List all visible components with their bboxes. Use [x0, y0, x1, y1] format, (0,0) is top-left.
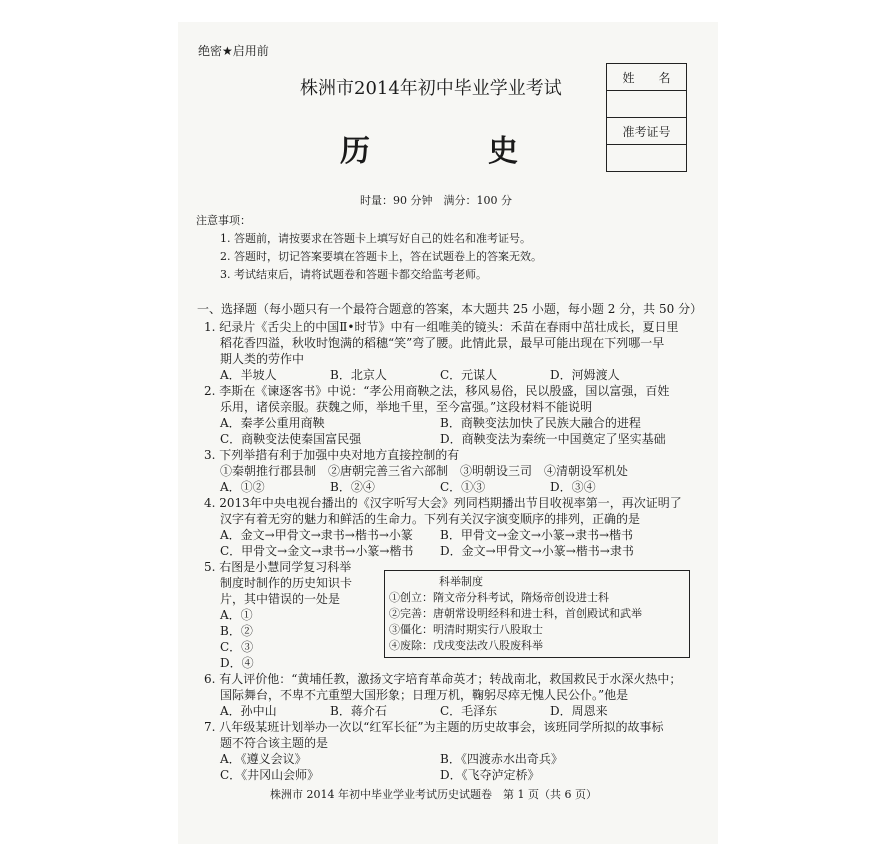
option-b: B．北京人	[330, 368, 387, 382]
name-label: 姓 名	[607, 64, 687, 91]
name-field	[607, 91, 687, 118]
option-d: D．《飞夺泸定桥》	[440, 768, 540, 782]
option-d: D．商鞅变法为秦统一中国奠定了坚实基础	[440, 432, 666, 446]
option-c: C．元谋人	[440, 368, 498, 382]
option-a: A．①	[220, 608, 253, 622]
question-2-line: 2. 李斯在《谏逐客书》中说：“孝公用商鞅之法，移风易俗，民以殷盛，国以富强，百姓	[204, 384, 670, 398]
note-item: 1. 答题前，请按要求在答题卡上填写好自己的姓名和准考证号。	[220, 232, 531, 245]
option-b: B．蒋介石	[330, 704, 387, 718]
option-a: A．秦孝公重用商鞅	[220, 416, 325, 430]
option-d: D．③④	[550, 480, 596, 494]
option-c: C．③	[220, 640, 254, 654]
subject-char-left: 历	[340, 134, 370, 169]
card-row: ①创立：隋文帝分科考试，隋炀帝创设进士科	[389, 591, 609, 604]
question-6-line: 国际舞台，不卑不亢重塑大国形象；日理万机，鞠躬尽瘁无愧人民公仆。”他是	[220, 688, 629, 702]
option-c: C．《井冈山会师》	[220, 768, 320, 782]
option-a: A．金文→甲骨文→隶书→楷书→小篆	[220, 528, 413, 542]
option-d: D．周恩来	[550, 704, 608, 718]
question-1-line: 稻花香四溢，秋收时饱满的稻穗“笑”弯了腰。此情此景，最早可能出现在下列哪一早	[220, 336, 665, 350]
card-title: 科举制度	[439, 575, 483, 588]
question-7-line: 题不符合该主题的是	[220, 736, 329, 750]
subject-title	[340, 126, 518, 170]
option-c: C．商鞅变法使秦国富民强	[220, 432, 362, 446]
notes-heading: 注意事项：	[196, 214, 251, 227]
question-1-line: 1. 纪录片《舌尖上的中国Ⅱ•时节》中有一组唯美的镜头：禾苗在春雨中茁壮成长，夏日里	[204, 320, 679, 334]
question-4-line: 汉字有着无穷的魅力和鲜活的生命力。下列有关汉字演变顺序的排列，正确的是	[220, 512, 641, 526]
option-d: D．河姆渡人	[550, 368, 620, 382]
option-b: B．商鞅变法加快了民族大融合的进程	[440, 416, 641, 430]
time-info: 时量：90 分钟 满分：100 分	[360, 194, 512, 207]
id-field	[607, 145, 687, 172]
note-item: 3. 考试结束后，请将试题卷和答题卡都交给监考老师。	[220, 268, 487, 281]
option-b: B．甲骨文→金文→小篆→隶书→楷书	[440, 528, 634, 542]
option-b: B．《四渡赤水出奇兵》	[440, 752, 563, 766]
option-d: D．金文→甲骨文→小篆→楷书→隶书	[440, 544, 634, 558]
question-5-line: 5. 右图是小慧同学复习科举	[204, 560, 352, 574]
page-footer: 株洲市 2014 年初中毕业学业考试历史试题卷 第 1 页（共 6 页）	[270, 788, 597, 801]
card-row: ④废除：戊戌变法改八股废科举	[389, 639, 543, 652]
card-row: ②完善：唐朝常设明经科和进士科，首创殿试和武举	[389, 607, 642, 620]
option-c: C．甲骨文→金文→隶书→小篆→楷书	[220, 544, 414, 558]
question-5-line: 制度时制作的历史知识卡	[220, 576, 353, 590]
question-1-line: 期人类的劳作中	[220, 352, 305, 366]
option-c: C．毛泽东	[440, 704, 498, 718]
option-a: A．孙中山	[220, 704, 277, 718]
option-a: A．半坡人	[220, 368, 277, 382]
option-b: B．②④	[330, 480, 375, 494]
option-a: A．①②	[220, 480, 265, 494]
question-3-line: 3. 下列举措有利于加强中央对地方直接控制的有	[204, 448, 460, 462]
note-item: 2. 答题时，切记答案要填在答题卡上，答在试题卷上的答案无效。	[220, 250, 542, 263]
subject-char-right: 史	[488, 134, 518, 169]
option-b: B．②	[220, 624, 253, 638]
id-label: 准考证号	[607, 118, 687, 145]
section-heading: 一、选择题（每小题只有一个最符合题意的答案，本大题共 25 小题，每小题 2 分，共 50 分）	[197, 302, 703, 316]
question-6-line: 6. 有人评价他：“黄埔任教，激扬文字培育革命英才；转战南北，救国救民于水深火热中；	[204, 672, 682, 686]
option-d: D．④	[220, 656, 254, 670]
card-row: ③僵化：明清时期实行八股取士	[389, 623, 543, 636]
question-3-line: ①秦朝推行郡县制 ②唐朝完善三省六部制 ③明朝设三司 ④清朝设军机处	[220, 464, 629, 478]
question-7-line: 7. 八年级某班计划举办一次以“红军长征”为主题的历史故事会，该班同学所拟的故事标	[204, 720, 664, 734]
secret-label: 绝密★启用前	[198, 44, 269, 58]
option-a: A．《遵义会议》	[220, 752, 307, 766]
student-info-table	[606, 63, 687, 172]
option-c: C．①③	[440, 480, 486, 494]
exam-title: 株洲市2014年初中毕业学业考试	[300, 78, 562, 99]
knowledge-card	[384, 570, 690, 658]
question-4-line: 4. 2013年中央电视台播出的《汉字听写大会》列同档期播出节目收视率第一，再次证明了	[204, 496, 682, 510]
question-5-line: 片，其中错误的一处是	[220, 592, 341, 606]
question-2-line: 乐用，诸侯亲服。获魏之师，举地千里，至今富强。”这段材料不能说明	[220, 400, 593, 414]
